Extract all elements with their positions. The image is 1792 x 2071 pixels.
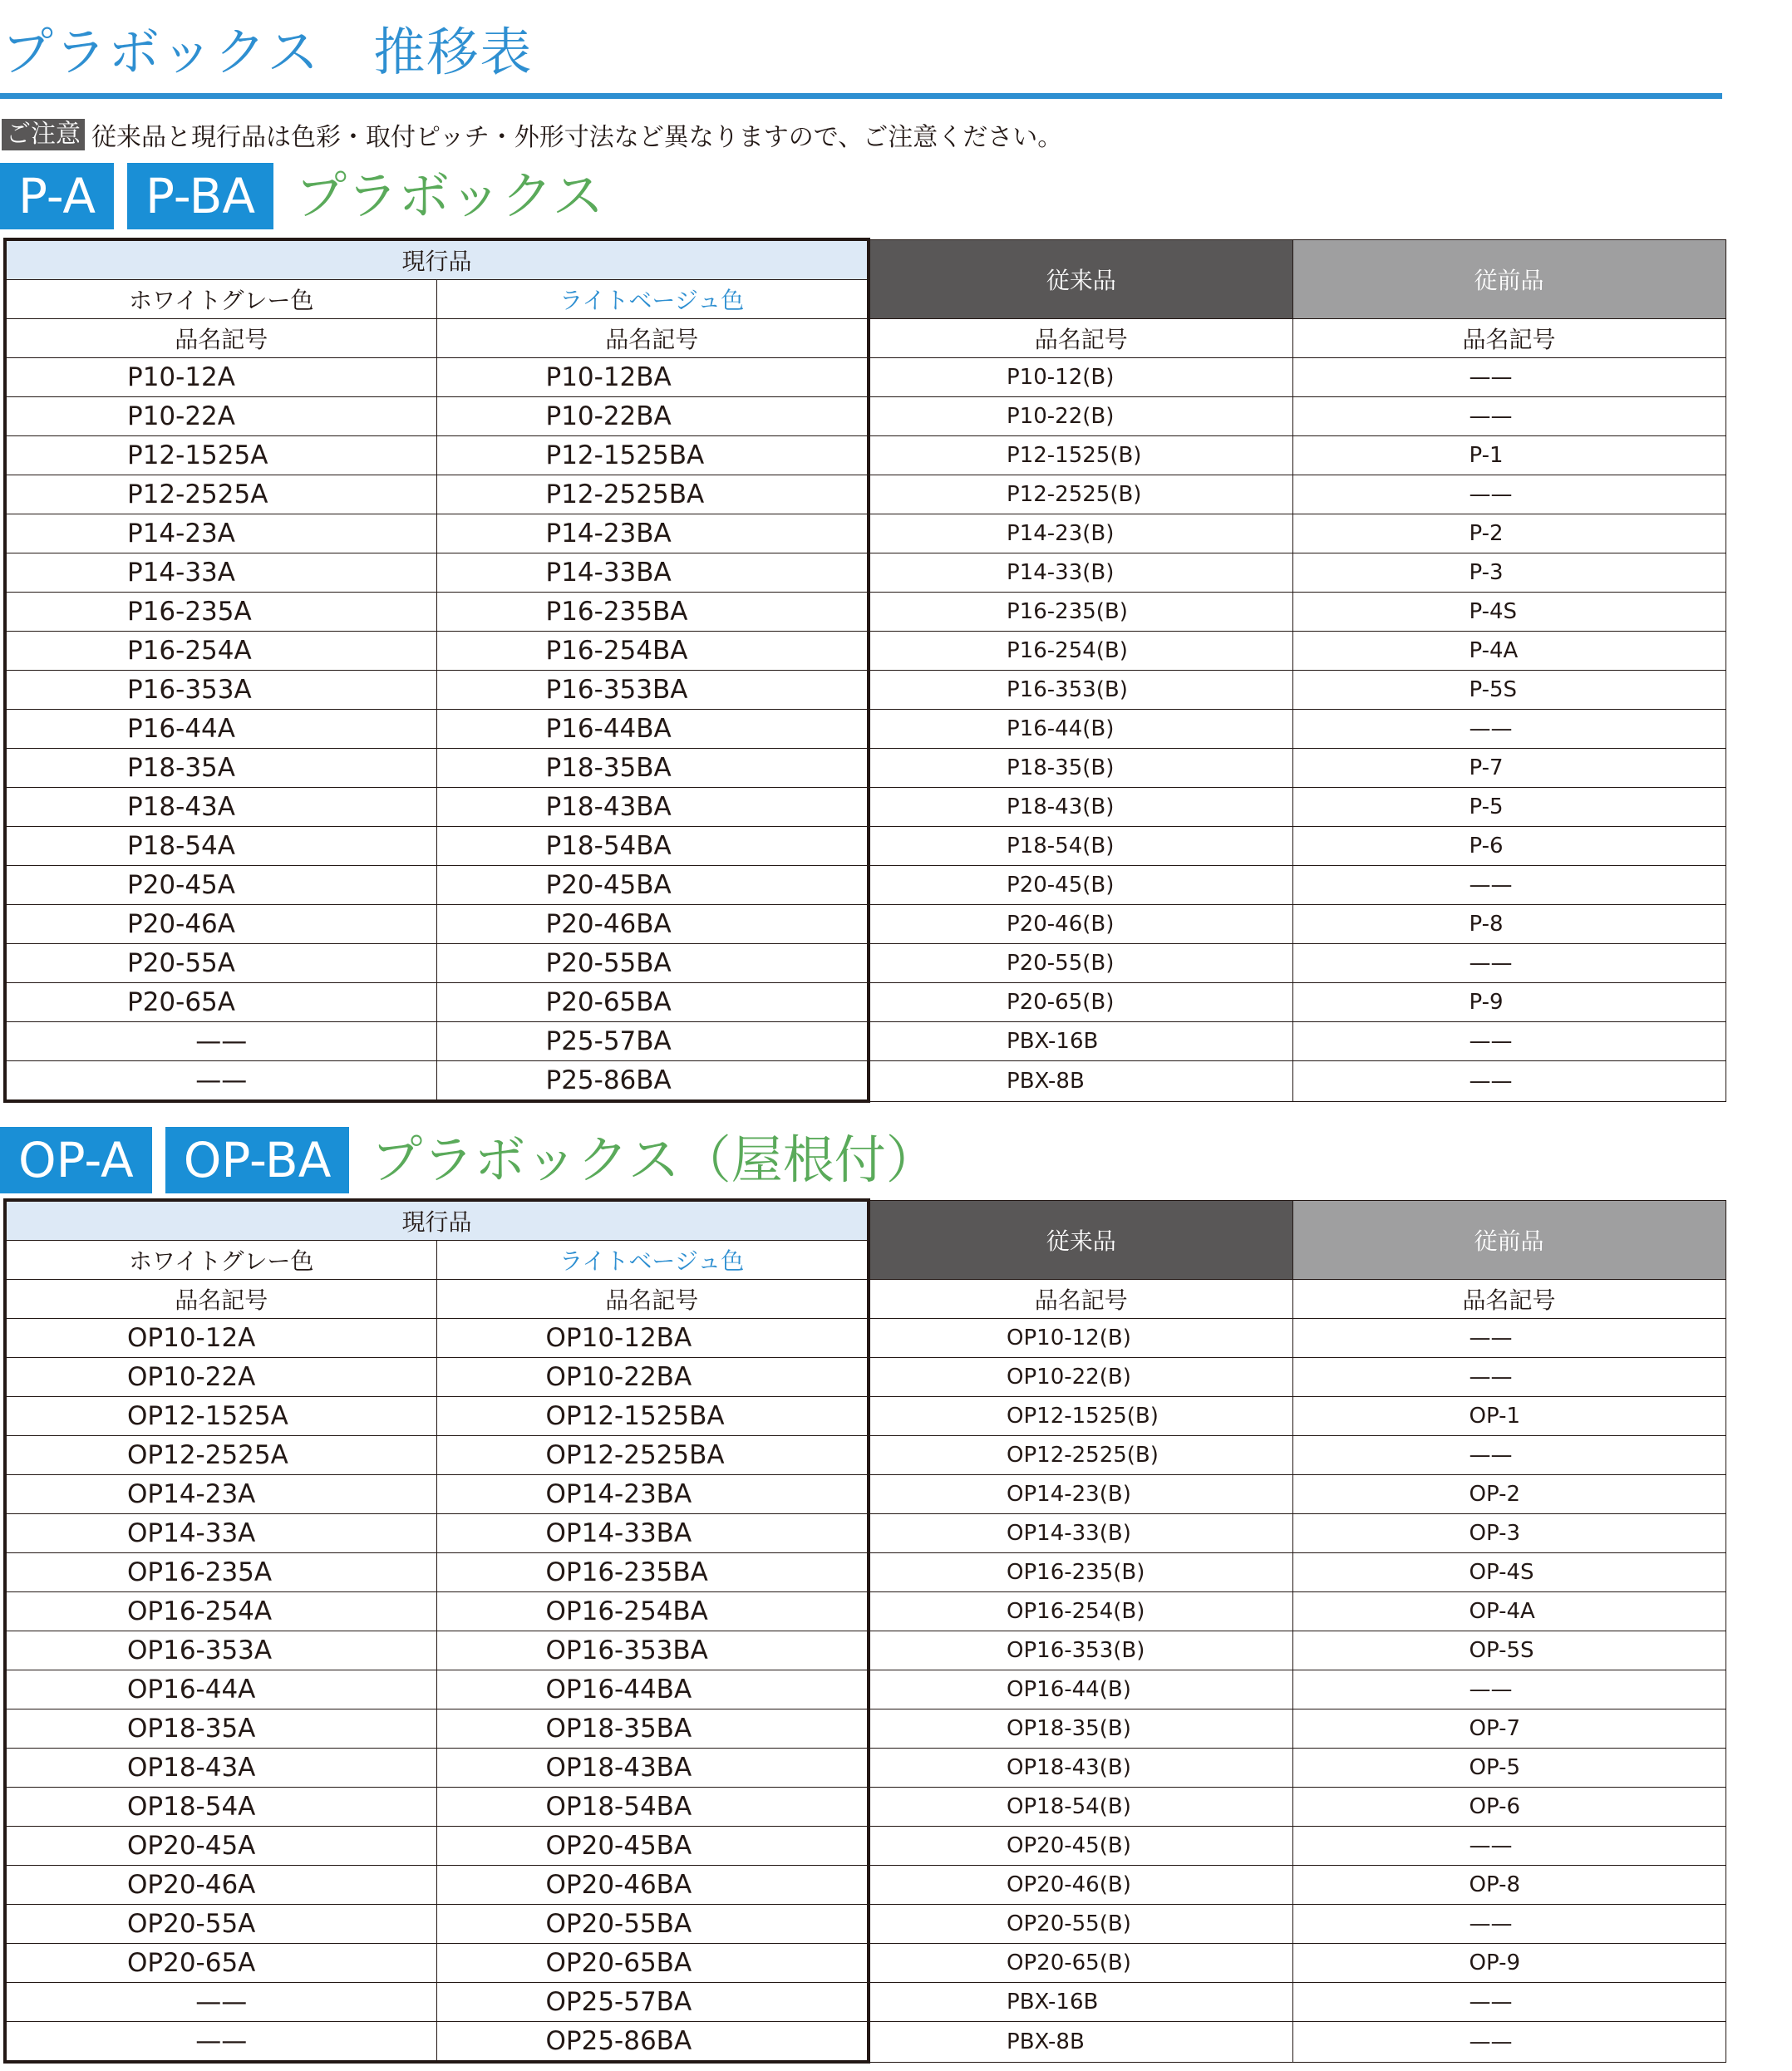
- table-row: [5, 1866, 1726, 1905]
- header-row: [5, 1200, 1726, 1241]
- part-number-header: 品名記号: [5, 319, 436, 358]
- legacy-part-cell: OP14-23(B): [869, 1475, 1292, 1514]
- light-beige-part-cell: OP18-43BA: [436, 1749, 869, 1788]
- header-row: [5, 319, 1726, 358]
- white-gray-part-cell: OP18-54A: [5, 1788, 436, 1827]
- legacy-part-cell: P12-2525(B): [869, 475, 1292, 514]
- white-gray-part-cell: P12-1525A: [5, 436, 436, 475]
- white-gray-part-cell: OP16-235A: [5, 1553, 436, 1592]
- previous-product-header: 従前品: [1292, 1200, 1726, 1280]
- legacy-part-cell: P18-43(B): [869, 788, 1292, 827]
- light-beige-part-cell: P20-55BA: [436, 944, 869, 983]
- table-row: [5, 397, 1726, 436]
- table-row: [5, 1592, 1726, 1631]
- series-badge: P-A: [0, 163, 114, 229]
- white-gray-part-cell: OP14-23A: [5, 1475, 436, 1514]
- notice-badge: ご注意: [2, 119, 85, 150]
- light-beige-part-cell: OP14-23BA: [436, 1475, 869, 1514]
- table-row: [5, 514, 1726, 553]
- legacy-part-cell: OP12-1525(B): [869, 1397, 1292, 1436]
- white-gray-part-cell: P14-33A: [5, 553, 436, 593]
- light-beige-part-cell: P20-46BA: [436, 905, 869, 944]
- legacy-part-cell: P16-254(B): [869, 632, 1292, 671]
- previous-part-cell: ——: [1292, 1905, 1726, 1944]
- previous-part-cell: ——: [1292, 1827, 1726, 1866]
- light-beige-part-cell: OP25-57BA: [436, 1983, 869, 2022]
- part-number-header: 品名記号: [1292, 319, 1726, 358]
- section-header-opa: [0, 1127, 938, 1193]
- light-beige-part-cell: P16-235BA: [436, 593, 869, 632]
- section-title: プラボックス（屋根付）: [371, 1129, 938, 1190]
- legacy-part-cell: PBX-8B: [869, 2022, 1292, 2063]
- light-beige-header: ライトベージュ色: [436, 1241, 869, 1280]
- table-row: [5, 671, 1726, 710]
- table-row: [5, 827, 1726, 866]
- light-beige-part-cell: OP20-46BA: [436, 1866, 869, 1905]
- table-row: [5, 1944, 1726, 1983]
- previous-part-cell: OP-1: [1292, 1397, 1726, 1436]
- table-row: [5, 788, 1726, 827]
- legacy-part-cell: P14-23(B): [869, 514, 1292, 553]
- light-beige-part-cell: P25-86BA: [436, 1061, 869, 1102]
- legacy-part-cell: P20-55(B): [869, 944, 1292, 983]
- legacy-part-cell: P18-54(B): [869, 827, 1292, 866]
- white-gray-part-cell: ——: [5, 2022, 436, 2063]
- light-beige-part-cell: P14-33BA: [436, 553, 869, 593]
- light-beige-part-cell: OP16-235BA: [436, 1553, 869, 1592]
- legacy-part-cell: OP16-353(B): [869, 1631, 1292, 1670]
- legacy-part-cell: OP16-254(B): [869, 1592, 1292, 1631]
- header-row: [5, 239, 1726, 280]
- table-row: [5, 1983, 1726, 2022]
- previous-part-cell: OP-4S: [1292, 1553, 1726, 1592]
- table-row: [5, 1827, 1726, 1866]
- legacy-part-cell: PBX-8B: [869, 1061, 1292, 1102]
- white-gray-part-cell: P16-254A: [5, 632, 436, 671]
- previous-part-cell: P-3: [1292, 553, 1726, 593]
- white-gray-part-cell: P14-23A: [5, 514, 436, 553]
- table-row: [5, 553, 1726, 593]
- light-beige-part-cell: OP10-22BA: [436, 1358, 869, 1397]
- legacy-part-cell: P20-45(B): [869, 866, 1292, 905]
- white-gray-part-cell: P16-235A: [5, 593, 436, 632]
- page-title: プラボックス 推移表: [2, 22, 534, 82]
- table-row: [5, 866, 1726, 905]
- previous-part-cell: OP-5: [1292, 1749, 1726, 1788]
- white-gray-part-cell: ——: [5, 1983, 436, 2022]
- white-gray-part-cell: P18-54A: [5, 827, 436, 866]
- light-beige-part-cell: OP16-254BA: [436, 1592, 869, 1631]
- previous-part-cell: OP-9: [1292, 1944, 1726, 1983]
- previous-part-cell: ——: [1292, 1061, 1726, 1102]
- white-gray-part-cell: OP18-35A: [5, 1709, 436, 1749]
- legacy-part-cell: OP20-55(B): [869, 1905, 1292, 1944]
- white-gray-part-cell: OP20-46A: [5, 1866, 436, 1905]
- white-gray-part-cell: OP16-44A: [5, 1670, 436, 1709]
- white-gray-part-cell: OP10-12A: [5, 1319, 436, 1358]
- previous-part-cell: OP-8: [1292, 1866, 1726, 1905]
- legacy-part-cell: OP20-65(B): [869, 1944, 1292, 1983]
- transition-table-pa: [3, 238, 1726, 1103]
- previous-part-cell: P-2: [1292, 514, 1726, 553]
- white-gray-part-cell: OP20-55A: [5, 1905, 436, 1944]
- previous-product-header: 従前品: [1292, 239, 1726, 319]
- section-title: プラボックス: [295, 165, 604, 226]
- table-row: [5, 944, 1726, 983]
- part-number-header: 品名記号: [869, 319, 1292, 358]
- light-beige-part-cell: OP16-44BA: [436, 1670, 869, 1709]
- table-row: [5, 1436, 1726, 1475]
- notice: [2, 116, 1062, 153]
- light-beige-part-cell: P10-22BA: [436, 397, 869, 436]
- legacy-part-cell: PBX-16B: [869, 1983, 1292, 2022]
- previous-part-cell: ——: [1292, 1358, 1726, 1397]
- white-gray-header: ホワイトグレー色: [5, 1241, 436, 1280]
- previous-part-cell: OP-5S: [1292, 1631, 1726, 1670]
- table-row: [5, 905, 1726, 944]
- legacy-part-cell: PBX-16B: [869, 1022, 1292, 1061]
- previous-part-cell: ——: [1292, 710, 1726, 749]
- white-gray-part-cell: P16-353A: [5, 671, 436, 710]
- white-gray-part-cell: P18-35A: [5, 749, 436, 788]
- white-gray-header: ホワイトグレー色: [5, 280, 436, 319]
- light-beige-part-cell: OP25-86BA: [436, 2022, 869, 2063]
- transition-table-opa: [3, 1198, 1726, 2064]
- previous-part-cell: P-5: [1292, 788, 1726, 827]
- previous-part-cell: ——: [1292, 866, 1726, 905]
- legacy-part-cell: P12-1525(B): [869, 436, 1292, 475]
- previous-part-cell: ——: [1292, 475, 1726, 514]
- title-rule: [0, 93, 1722, 99]
- table-row: [5, 749, 1726, 788]
- table-row: [5, 710, 1726, 749]
- table-row: [5, 1749, 1726, 1788]
- table-row: [5, 1061, 1726, 1102]
- white-gray-part-cell: OP14-33A: [5, 1514, 436, 1553]
- part-number-header: 品名記号: [869, 1280, 1292, 1319]
- part-number-header: 品名記号: [436, 319, 869, 358]
- white-gray-part-cell: P18-43A: [5, 788, 436, 827]
- white-gray-part-cell: P20-46A: [5, 905, 436, 944]
- previous-part-cell: P-4A: [1292, 632, 1726, 671]
- previous-part-cell: OP-6: [1292, 1788, 1726, 1827]
- table-row: [5, 1905, 1726, 1944]
- light-beige-part-cell: P12-2525BA: [436, 475, 869, 514]
- previous-part-cell: ——: [1292, 944, 1726, 983]
- white-gray-part-cell: ——: [5, 1022, 436, 1061]
- white-gray-part-cell: OP16-353A: [5, 1631, 436, 1670]
- legacy-part-cell: OP18-35(B): [869, 1709, 1292, 1749]
- white-gray-part-cell: P12-2525A: [5, 475, 436, 514]
- light-beige-header: ライトベージュ色: [436, 280, 869, 319]
- series-badge: P-BA: [127, 163, 273, 229]
- table-row: [5, 475, 1726, 514]
- light-beige-part-cell: OP20-45BA: [436, 1827, 869, 1866]
- table-row: [5, 632, 1726, 671]
- table-row: [5, 1670, 1726, 1709]
- white-gray-part-cell: P10-12A: [5, 358, 436, 397]
- previous-part-cell: P-7: [1292, 749, 1726, 788]
- legacy-part-cell: P16-44(B): [869, 710, 1292, 749]
- light-beige-part-cell: OP10-12BA: [436, 1319, 869, 1358]
- previous-part-cell: OP-7: [1292, 1709, 1726, 1749]
- current-product-header: 現行品: [5, 1200, 869, 1241]
- table-row: [5, 593, 1726, 632]
- legacy-part-cell: P16-235(B): [869, 593, 1292, 632]
- previous-part-cell: ——: [1292, 1319, 1726, 1358]
- legacy-part-cell: OP14-33(B): [869, 1514, 1292, 1553]
- previous-part-cell: P-1: [1292, 436, 1726, 475]
- current-product-header: 現行品: [5, 239, 869, 280]
- table-row: [5, 1397, 1726, 1436]
- light-beige-part-cell: OP16-353BA: [436, 1631, 869, 1670]
- light-beige-part-cell: OP18-54BA: [436, 1788, 869, 1827]
- previous-part-cell: ——: [1292, 2022, 1726, 2063]
- light-beige-part-cell: P16-254BA: [436, 632, 869, 671]
- light-beige-part-cell: P20-45BA: [436, 866, 869, 905]
- legacy-part-cell: OP18-54(B): [869, 1788, 1292, 1827]
- table-row: [5, 1475, 1726, 1514]
- light-beige-part-cell: P18-43BA: [436, 788, 869, 827]
- light-beige-part-cell: OP12-1525BA: [436, 1397, 869, 1436]
- header-row: [5, 1280, 1726, 1319]
- legacy-product-header: 従来品: [869, 1200, 1292, 1280]
- light-beige-part-cell: P20-65BA: [436, 983, 869, 1022]
- legacy-part-cell: P10-12(B): [869, 358, 1292, 397]
- part-number-header: 品名記号: [1292, 1280, 1726, 1319]
- legacy-product-header: 従来品: [869, 239, 1292, 319]
- light-beige-part-cell: OP14-33BA: [436, 1514, 869, 1553]
- table-row: [5, 1022, 1726, 1061]
- series-badge: OP-A: [0, 1127, 152, 1193]
- light-beige-part-cell: OP18-35BA: [436, 1709, 869, 1749]
- previous-part-cell: ——: [1292, 1022, 1726, 1061]
- previous-part-cell: P-8: [1292, 905, 1726, 944]
- previous-part-cell: ——: [1292, 358, 1726, 397]
- previous-part-cell: ——: [1292, 397, 1726, 436]
- legacy-part-cell: P20-46(B): [869, 905, 1292, 944]
- light-beige-part-cell: P18-54BA: [436, 827, 869, 866]
- white-gray-part-cell: OP12-1525A: [5, 1397, 436, 1436]
- legacy-part-cell: OP16-44(B): [869, 1670, 1292, 1709]
- table-row: [5, 1553, 1726, 1592]
- light-beige-part-cell: P12-1525BA: [436, 436, 869, 475]
- light-beige-part-cell: P18-35BA: [436, 749, 869, 788]
- light-beige-part-cell: P10-12BA: [436, 358, 869, 397]
- previous-part-cell: P-9: [1292, 983, 1726, 1022]
- table-row: [5, 1514, 1726, 1553]
- light-beige-part-cell: OP20-55BA: [436, 1905, 869, 1944]
- previous-part-cell: OP-2: [1292, 1475, 1726, 1514]
- previous-part-cell: ——: [1292, 1670, 1726, 1709]
- previous-part-cell: P-6: [1292, 827, 1726, 866]
- table-row: [5, 436, 1726, 475]
- legacy-part-cell: P14-33(B): [869, 553, 1292, 593]
- table-row: [5, 1709, 1726, 1749]
- light-beige-part-cell: P16-353BA: [436, 671, 869, 710]
- white-gray-part-cell: ——: [5, 1061, 436, 1102]
- light-beige-part-cell: P25-57BA: [436, 1022, 869, 1061]
- table-row: [5, 2022, 1726, 2063]
- notice-text: 従来品と現行品は色彩・取付ピッチ・外形寸法など異なりますので、ご注意ください。: [91, 123, 1063, 152]
- light-beige-part-cell: OP12-2525BA: [436, 1436, 869, 1475]
- table-row: [5, 1358, 1726, 1397]
- table-row: [5, 1319, 1726, 1358]
- light-beige-part-cell: P14-23BA: [436, 514, 869, 553]
- legacy-part-cell: OP18-43(B): [869, 1749, 1292, 1788]
- white-gray-part-cell: OP10-22A: [5, 1358, 436, 1397]
- white-gray-part-cell: P16-44A: [5, 710, 436, 749]
- previous-part-cell: OP-3: [1292, 1514, 1726, 1553]
- legacy-part-cell: P20-65(B): [869, 983, 1292, 1022]
- part-number-header: 品名記号: [5, 1280, 436, 1319]
- white-gray-part-cell: OP20-65A: [5, 1944, 436, 1983]
- series-badge: OP-BA: [165, 1127, 350, 1193]
- previous-part-cell: P-4S: [1292, 593, 1726, 632]
- white-gray-part-cell: OP18-43A: [5, 1749, 436, 1788]
- previous-part-cell: ——: [1292, 1983, 1726, 2022]
- light-beige-part-cell: OP20-65BA: [436, 1944, 869, 1983]
- legacy-part-cell: OP20-45(B): [869, 1827, 1292, 1866]
- white-gray-part-cell: P10-22A: [5, 397, 436, 436]
- white-gray-part-cell: OP20-45A: [5, 1827, 436, 1866]
- table-row: [5, 983, 1726, 1022]
- table-row: [5, 1631, 1726, 1670]
- legacy-part-cell: OP16-235(B): [869, 1553, 1292, 1592]
- white-gray-part-cell: OP16-254A: [5, 1592, 436, 1631]
- legacy-part-cell: P18-35(B): [869, 749, 1292, 788]
- previous-part-cell: OP-4A: [1292, 1592, 1726, 1631]
- legacy-part-cell: OP10-12(B): [869, 1319, 1292, 1358]
- light-beige-part-cell: P16-44BA: [436, 710, 869, 749]
- white-gray-part-cell: OP12-2525A: [5, 1436, 436, 1475]
- white-gray-part-cell: P20-55A: [5, 944, 436, 983]
- white-gray-part-cell: P20-65A: [5, 983, 436, 1022]
- previous-part-cell: P-5S: [1292, 671, 1726, 710]
- table-row: [5, 358, 1726, 397]
- legacy-part-cell: P16-353(B): [869, 671, 1292, 710]
- table-row: [5, 1788, 1726, 1827]
- legacy-part-cell: OP12-2525(B): [869, 1436, 1292, 1475]
- legacy-part-cell: OP20-46(B): [869, 1866, 1292, 1905]
- legacy-part-cell: OP10-22(B): [869, 1358, 1292, 1397]
- part-number-header: 品名記号: [436, 1280, 869, 1319]
- white-gray-part-cell: P20-45A: [5, 866, 436, 905]
- previous-part-cell: ——: [1292, 1436, 1726, 1475]
- section-header-pa: [0, 163, 603, 229]
- legacy-part-cell: P10-22(B): [869, 397, 1292, 436]
